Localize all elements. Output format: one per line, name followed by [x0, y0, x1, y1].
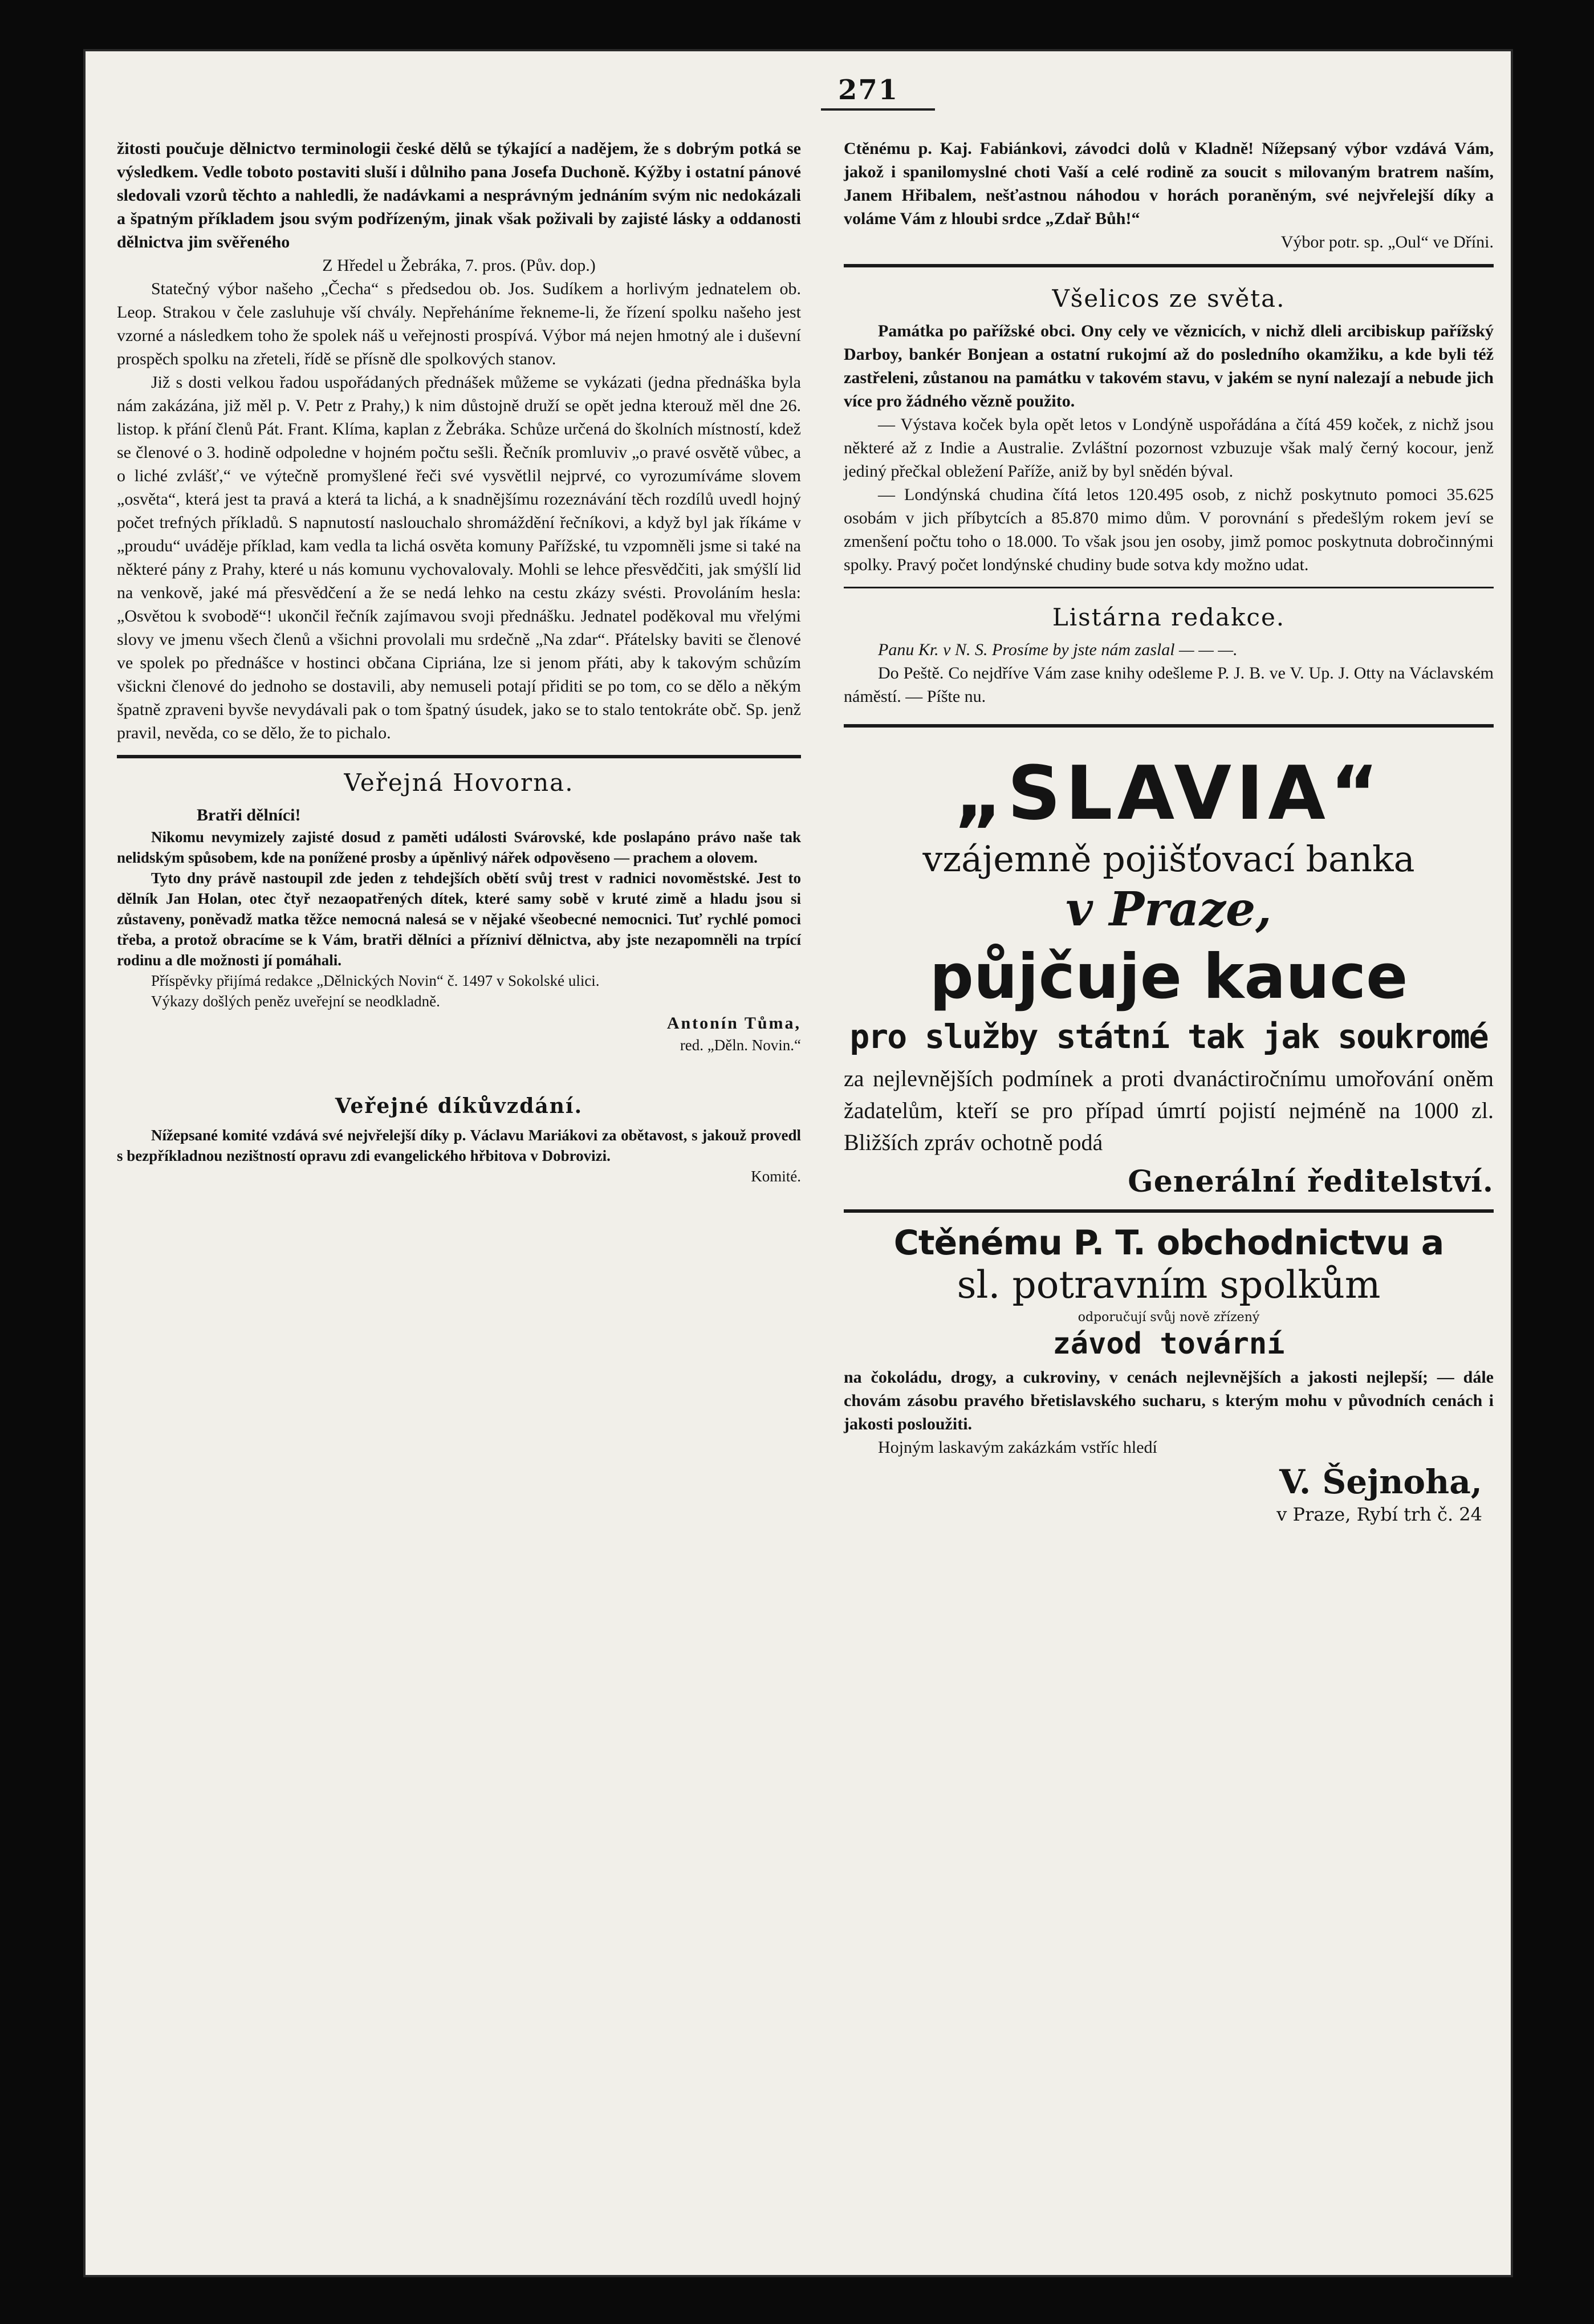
newspaper-page	[86, 51, 1511, 2275]
slavia-advertisement	[844, 750, 1494, 1199]
section-divider	[844, 724, 1494, 728]
slavia-body: za nejlevnějších podmínek a proti dvanáctiročnímu umořování oněm žadatelům, kteří se pro případ úmrtí pojistí nejméně na 1000 zl. Bližších zpráv ochotně podá	[844, 1066, 1494, 1155]
section-heading-listarna: Listárna redakce.	[1052, 603, 1286, 631]
shop-signature: V. Šejnoha,	[1279, 1462, 1482, 1501]
hovorna-signature: Antonín Tůma,	[666, 1014, 801, 1033]
section-heading-thanks: Veřejné díkůvzdání.	[335, 1094, 583, 1118]
right-column	[844, 137, 1494, 1525]
slavia-headline: půjčuje kauce	[929, 941, 1408, 1013]
page-number: 271	[838, 74, 899, 106]
thanks-notice: Ctěnému p. Kaj. Fabiánkovi, závodci dolů v Kladně! Nížepsaný výbor vzdává Vám, jakož i spanilomyslné choti Vaší a celé rodině za soucit s milovaným bratrem naším, Janem Hřibalem, nešťastnou náhodou v horách poraněným, své nejvřelejší díky a voláme Vám z hloubi srdce „Zdař Bůh!“	[844, 139, 1494, 228]
hovorna-paragraph: Výkazy došlých peněz uveřejní se neodkladně.	[151, 993, 440, 1010]
slavia-city: v Praze,	[1066, 882, 1272, 937]
left-column	[117, 137, 801, 1187]
page-number-rule	[821, 108, 935, 111]
thanks-notice-signature: Výbor potr. sp. „Oul“ ve Dříni.	[1280, 233, 1494, 251]
section-divider	[844, 1209, 1494, 1213]
world-paragraph: — Výstava koček byla opět letos v Londýně uspořádána a čítá 459 koček, z nichž jsou některé až z Indie a Australie. Zvláštní pozornost vzbuzuje však malý černý kocour, jenž jediný přečkal obležení Paříže, aniž by byl snědén býval.	[844, 415, 1494, 481]
shop-body: Hojným laskavým zakázkám vstříc hledí	[878, 1438, 1157, 1457]
slavia-title: „SLAVIA“	[954, 750, 1384, 836]
slavia-services: pro služby státní tak jak soukromé	[849, 1017, 1488, 1056]
listarna-paragraph: Panu Kr. v N. S. Prosíme by jste nám zaslal — — —.	[878, 640, 1238, 659]
section-divider	[117, 755, 801, 758]
article-signature: Z Hředel u Žebráka, 7. pros. (Pův. dop.)	[322, 256, 596, 275]
section-heading-hovorna: Veřejná Hovorna.	[344, 769, 574, 797]
thanks-paragraph: Nížepsané komité vzdává své nejvřelejší díky p. Václavu Mariákovi za obětavost, s jakouž provedl s bezpříkladnou nezištností opravu zdi evangelického hřbitova v Dobrovizi.	[117, 1127, 801, 1164]
slavia-subtitle: vzájemně pojišťovací banka	[922, 838, 1415, 880]
shop-subtitle: sl. potravním spolkům	[957, 1263, 1381, 1307]
article-continuation: žitosti poučuje dělnictvo terminologii české dělů se týkající a nadějem, že s dobrým potká se výsledkem. Vedle toboto postaviti sluší i důlniho pana Josefa Duchoně. Kýžby i ostatní pánové sledovali vzorů těchto a nahledli, že nadávkami a nesprávným jednáním svým nic nedokázali a špatným příkladem jsou svým podřízeným, jinak však poživali by zajisté lásky a oddanosti dělnictva jim svěřeného	[117, 139, 801, 251]
shop-advertisement	[844, 1223, 1494, 1525]
hovorna-paragraph: Tyto dny právě nastoupil zde jeden z tehdejších obětí svůj trest v radnici novoměstské. Jest to dělník Jan Holan, otec čtyř nezaopatřených dítek, které samy sobě v kruté zimě a hladu jsou si zůstaveny, poněvadž matka těžce nemocná nalesá se v nějaké všeobecné nemocnici. Tuť rychlé pomoci třeba, a protož obracíme se k Vám, bratři dělníci a přízniví dělnictva, aby jste nezapomněli na trpící rodinu a dle možnosti jí pomáhali.	[117, 870, 801, 969]
spacer	[117, 1055, 801, 1090]
thanks-signature: Komité.	[751, 1168, 801, 1185]
shop-tagline: odporučují svůj nově zřízený	[1077, 1310, 1260, 1324]
hovorna-paragraph: Příspěvky přijímá redakce „Dělnických Novin“ č. 1497 v Sokolské ulici.	[151, 972, 600, 989]
shop-address: v Praze, Rybí trh č. 24	[1276, 1504, 1482, 1525]
shop-title: Ctěnému P. T. obchodnictvu a	[893, 1223, 1444, 1263]
section-divider	[844, 587, 1494, 588]
shop-body: na čokoládu, drogy, a cukroviny, v cenách nejlevnějších a jakosti nejlepší; — dále chovám zásobu pravého břetislavského sucharu, s kterým mohu v původních cenách i jakosti posloužiti.	[844, 1368, 1494, 1433]
hovorna-greeting: Bratři dělníci!	[197, 806, 301, 824]
article-paragraph: Statečný výbor našeho „Čecha“ s předsedou ob. Jos. Sudíkem a horlivým jednatelem ob. Leop. Strakou v čele zasluhuje vší chvály. Nepřeháníme řekneme-li, že řízení spolku našeho jest vzorné a následkem toho že spolek náš u veřejnosti prospívá. Výbor má nejen hmotný ale i duševní prospěch spolku na zřeteli, řídě se přísně dle spolkových stanov.	[117, 279, 801, 368]
listarna-paragraph: Do Peště. Co nejdříve Vám zase knihy odešleme P. J. B. ve V. Up. J. Otty na Václavském náměstí. — Píšte nu.	[844, 664, 1494, 706]
world-paragraph: — Londýnská chudina čítá letos 120.495 osob, z nichž poskytnuto pomoci 35.625 osobám v jich příbytcích a 85.870 mimo dům. V porovnání s předešlým rokem jeví se zmenšení počtu toho o 18.000. To však jsou jen osoby, jimž pomoc poskytnuta dobročinnými spolky. Pravý počet londýnské chudiny bude sotva kdy možno udat.	[844, 485, 1494, 574]
section-divider	[844, 264, 1494, 267]
slavia-footer: Generální ředitelství.	[1128, 1164, 1494, 1199]
world-paragraph: Památka po pařížské obci. Ony cely ve věznicích, v nichž dleli arcibiskup pařížský Darboy, bankér Bonjean a ostatní rukojmí až do posledního okamžiku, a kde byli též zastřeleni, zůstanou na památku v takovém stavu, v jakém se nyní nalezají a nebude jich více pro žádného vězně použito.	[844, 322, 1494, 411]
hovorna-signature-role: red. „Děln. Novin.“	[680, 1037, 801, 1054]
section-heading-world: Všelicos ze světa.	[1052, 285, 1286, 312]
article-paragraph: Již s dosti velkou řadou uspořádaných přednášek můžeme se vykázati (jedna přednáška byla nám zakázána, již měl p. V. Petr z Prahy,) k nim důstojně druží se opět jedna kterouž měl dne 26. listop. k přání členů Pát. Frant. Klíma, kaplan z Žebráka. Schůze určená do školních místností, kdež se členové o 3. hodině odpoledne v hojném počtu sešli. Řečník promluviv „o pravé osvětě vůbec, a o liché zvlášť,“ ve výtečně promyšlené řeči své vysvětlil nejprvé, co vyrozumíváme slovem „osvěta“, která jest ta pravá a která ta lichá, a k snadnějšímu rozeznávání těch rozdílů uvedl hojný počet trefných příkladů. S napnutostí naslouchalo shromáždění řečníkovi, a když byl jak říkáme v „proudu“ uváděje příklad, kam vedla ta lichá osvěta komuny Pařížské, tu vzpomněli jsme si také na některé pány z Prahy, které u nás komunu vychovalovaly. Mohli se lehce přesvědčiti, jak smýšlí lid na venkově, jaké má přesvědčení a že se nedá lehko na cestu zkázy svésti. Provoláním hesla: „Osvětou k svobodě“! ukončil řečník zajímavou svoji přednášku. Jednatel poděkoval mu vřelými slovy ve jmenu všech členů a všichni provolali mu srdečně „Na zdar“. Přátelsky baviti se členové ve spolek po přednášce v hostinci občana Cipriána, lze si jenom přáti, aby k takovým schůzím všickni členové do jednoho se dostavili, aby nemuseli potají přiditi se po tom, co se dělo a někým špatně zpraveni byvše nevydávali pak o tom špatný úsudek, jako se to stalo tentokráte obč. Sp. jenž pravil, nevěda, co se dělo, že to pichalo.	[117, 373, 801, 742]
hovorna-paragraph: Nikomu nevymizely zajisté dosud z paměti události Svárovské, kde poslapáno právo naše tak nelidským spůsobem, kde na ponížené prosby a úpěnlivý nářek odpověseno — prachem a olovem.	[117, 828, 801, 866]
shop-heading: závod tovární	[1052, 1327, 1285, 1361]
